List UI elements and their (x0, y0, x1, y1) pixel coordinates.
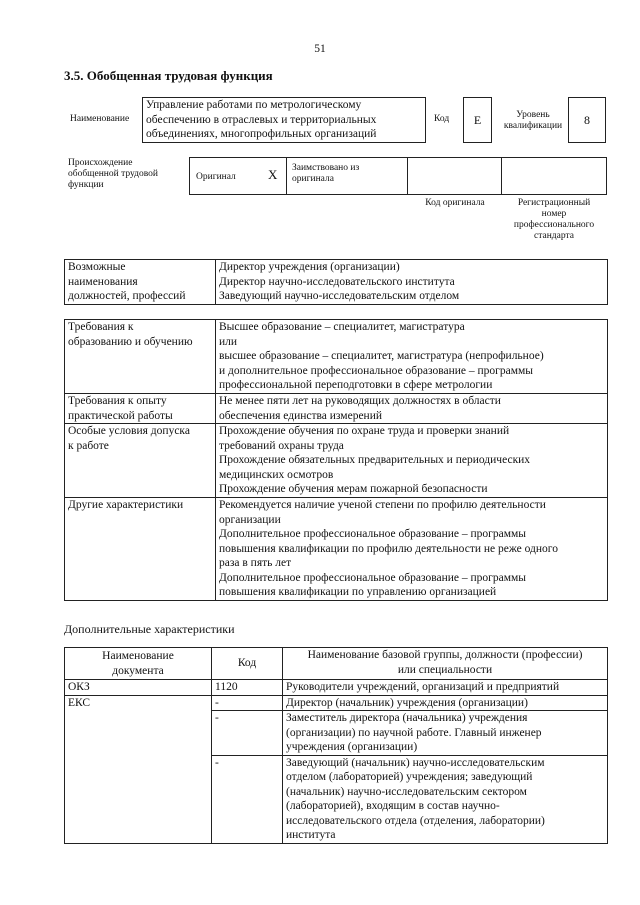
header-name-line: Наименование базовой группы, должности (профессии) (307, 649, 583, 661)
doc-cell: ЕКС (65, 695, 212, 843)
header-doc-line: Наименование (102, 650, 174, 662)
requirement-value-line: Прохождение обязательных предварительных и периодических (219, 454, 531, 466)
table-row (65, 424, 608, 498)
name-line: учреждения (организации) (286, 741, 418, 753)
header-code: Код (212, 648, 283, 680)
requirement-value-line: раза в пять лет (219, 557, 292, 569)
code-value-box (463, 97, 492, 143)
name-line: института (286, 829, 336, 841)
requirement-value-line: и дополнительное профессиональное образование – программы (219, 364, 534, 377)
requirement-label-line: Требования к (68, 321, 134, 333)
requirement-label-line: Другие характеристики (68, 499, 184, 511)
original-mark: X (268, 167, 278, 182)
name-cell (283, 680, 608, 696)
code-cell: - (212, 695, 283, 711)
table-row (65, 680, 608, 696)
original-label: Оригинал (196, 172, 236, 182)
reg-number-caption (502, 198, 606, 242)
code-label: Код (434, 114, 450, 124)
name-cell (283, 695, 608, 711)
requirement-label-line: образованию и обучению (68, 335, 193, 348)
name-cell (283, 755, 608, 843)
borrowed-label (292, 163, 359, 185)
table-row (65, 394, 608, 424)
header-doc-line: документа (112, 664, 164, 677)
name-line: Директор (начальник) учреждения (организации) (286, 696, 528, 709)
level-label-line: квалификации (503, 121, 563, 131)
requirement-value-line: профессиональной переподготовки в сфере метрологии (219, 379, 493, 391)
positions-value-line: Заведующий научно-исследовательским отделом (219, 290, 460, 302)
name-value-line: Управление работами по метрологическому (146, 99, 362, 111)
requirement-value-line: повышения квалификации по профилю деятельности не реже одного (219, 542, 558, 555)
reg-number-caption-line: номер (541, 209, 567, 219)
requirement-value-line: Дополнительное профессиональное образование – программы (219, 528, 526, 540)
borrowed-label-line: оригинала (292, 174, 334, 184)
name-cell (283, 711, 608, 756)
name-line: Руководители учреждений, организаций и предприятий (286, 681, 560, 693)
positions-label-line: наименования (68, 275, 138, 288)
name-line: Заместитель директора (начальника) учреждения (286, 712, 528, 724)
requirement-value-line: Прохождение обучения мерам пожарной безопасности (219, 483, 488, 495)
additional-title: Дополнительные характеристики (64, 622, 235, 636)
table-row (65, 320, 608, 394)
requirement-label-cell (65, 394, 216, 424)
requirement-value-line: Рекомендуется наличие ученой степени по профилю деятельности (219, 499, 546, 511)
code-cell: 1120 (212, 680, 283, 696)
reg-number-caption-line: Регистрационный (517, 198, 591, 208)
requirement-value-line: повышения квалификации по управлению организацией (219, 586, 497, 598)
name-value-line: обеспечению в отраслевых и территориальных (146, 113, 377, 126)
name-line: (организации) по научной работе. Главный инженер (286, 726, 542, 739)
requirement-value-cell (216, 424, 608, 498)
origin-label-line: обобщенной трудовой (68, 169, 158, 179)
requirement-value-line: или (219, 335, 238, 348)
code-cell: - (212, 711, 283, 756)
doc-cell: ОКЗ (65, 680, 212, 696)
name-label: Наименование (70, 114, 130, 124)
positions-value-cell (216, 260, 608, 305)
level-value-box (568, 97, 606, 143)
requirement-value-line: организации (219, 513, 281, 526)
requirements-table (64, 319, 608, 601)
level-value: 8 (584, 113, 590, 127)
code-cell: - (212, 755, 283, 843)
code-original-caption: Код оригинала (425, 198, 485, 208)
requirement-label-cell (65, 424, 216, 498)
table-row (65, 260, 608, 305)
level-label-line: Уровень (516, 110, 550, 120)
requirement-value-cell (216, 498, 608, 601)
name-value-box (142, 97, 426, 143)
name-line: (лабораторией), входящим в состав научно- (286, 800, 500, 812)
origin-label-line: Происхождение (68, 158, 133, 168)
requirement-label-line: к работе (68, 439, 109, 452)
positions-label-cell (65, 260, 216, 305)
name-line: (начальник) научно-исследовательским сектором (286, 785, 527, 798)
table-row (65, 695, 608, 711)
requirement-label-line: практической работы (68, 409, 173, 422)
requirement-value-line: Не менее пяти лет на руководящих должностях в области (219, 395, 501, 407)
requirement-value-line: Прохождение обучения по охране труда и проверки знаний (219, 425, 510, 437)
table-row (65, 498, 608, 601)
origin-divider (407, 157, 408, 195)
requirement-value-line: требований охраны труда (219, 439, 344, 452)
requirement-label-line: Особые условия допуска (68, 425, 190, 437)
requirement-value-line: обеспечения единства измерений (219, 409, 383, 422)
requirement-label-line: Требования к опыту (68, 395, 167, 407)
origin-label-line: функции (68, 180, 104, 190)
requirement-value-line: высшее образование – специалитет, магистратура (непрофильное) (219, 350, 544, 362)
requirement-value-cell (216, 320, 608, 394)
origin-label (68, 158, 158, 191)
section-title: 3.5. Обобщенная трудовая функция (64, 68, 273, 83)
additional-table (64, 647, 608, 844)
name-value-line: объединениях, многопрофильных организаций (146, 128, 377, 140)
name-line: Заведующий (начальник) научно-исследовательским (286, 756, 545, 769)
positions-label-line: должностей, профессий (68, 290, 186, 302)
origin-divider (501, 157, 502, 195)
reg-number-caption-line: стандарта (534, 231, 574, 241)
name-line: исследовательского отдела (отделения, лаборатории) (286, 814, 545, 827)
requirement-label-cell (65, 320, 216, 394)
positions-value-line: Директор учреждения (организации) (219, 261, 400, 273)
borrowed-label-line: Заимствовано из (292, 163, 360, 173)
requirement-value-line: Высшее образование – специалитет, магистратура (219, 321, 465, 333)
code-value: E (473, 113, 482, 127)
table-header-row (65, 648, 608, 680)
reg-number-caption-line: профессионального (513, 220, 595, 230)
origin-table (189, 157, 607, 195)
origin-divider (286, 157, 287, 195)
requirement-value-line: медицинских осмотров (219, 468, 334, 481)
requirement-value-line: Дополнительное профессиональное образование – программы (219, 571, 526, 584)
positions-label-line: Возможные (68, 261, 126, 273)
requirement-value-cell (216, 394, 608, 424)
page-number: 51 (314, 43, 326, 55)
positions-table (64, 259, 608, 305)
positions-value-line: Директор научно-исследовательского института (219, 275, 455, 288)
header-name-line: или специальности (397, 663, 493, 676)
header-doc (65, 648, 212, 680)
header-name (283, 648, 608, 680)
requirement-label-cell (65, 498, 216, 601)
name-line: отделом (лабораторией) учреждения; заведующий (286, 771, 533, 783)
level-label (503, 110, 563, 132)
